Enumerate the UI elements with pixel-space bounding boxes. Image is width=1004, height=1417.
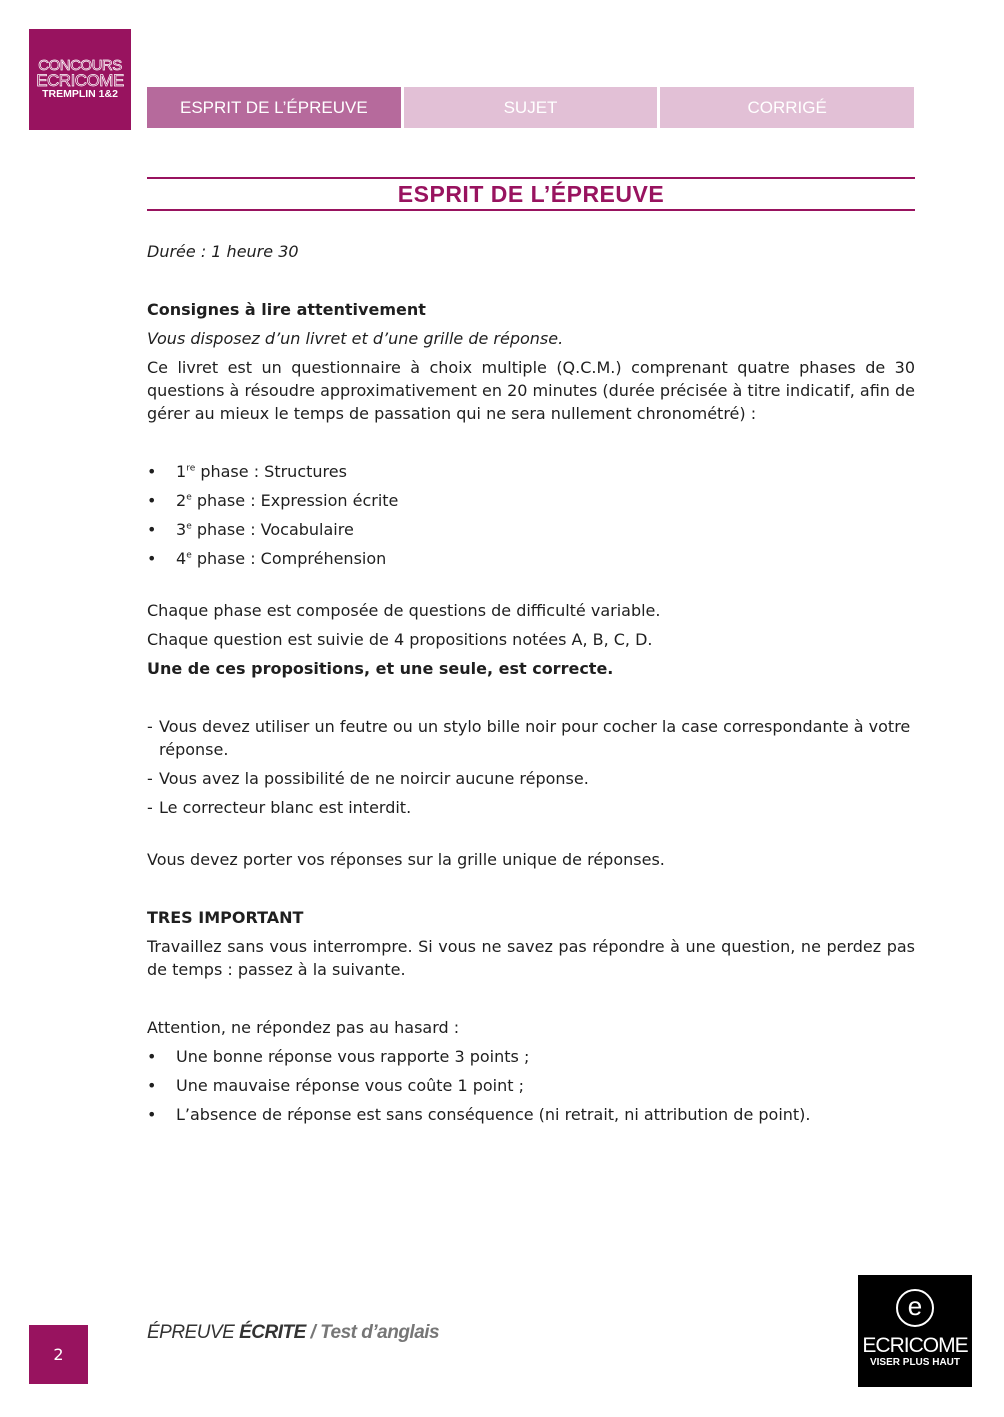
footer-ecrite: ÉCRITE [239,1322,306,1343]
phase-list [147,460,915,570]
main-content [147,240,915,1132]
phase-description: Chaque phase est composée de questions de difficulté variable. [147,601,661,620]
tab-esprit[interactable]: ESPRIT DE L’ÉPREUVE [147,87,401,128]
instructions-heading: Consignes à lire attentivement [147,300,426,319]
logo-line-tremplin: TREMPLIN 1&2 [42,88,118,100]
logo-line-concours: CONCOURS [38,57,122,74]
list-item: • 4e phase : Compréhension [147,547,915,570]
section-tabs [147,87,914,128]
brand-tagline: VISER PLUS HAUT [869,1357,960,1368]
list-item: • Une mauvaise réponse vous coûte 1 point ; [147,1074,915,1097]
footer-epreuve: ÉPREUVE [147,1322,240,1343]
brand-name: ECRICOME [862,1334,968,1357]
grid-note: Vous devez porter vos réponses sur la grille unique de réponses. [147,850,665,869]
list-item: - Vous devez utiliser un feutre ou un stylo bille noir pour cocher la case correspondante à votre réponse. [147,715,915,761]
page-title-band [147,177,915,211]
footer-test: Test d’anglais [320,1322,440,1343]
question-description: Chaque question est suivie de 4 propositions notées A, B, C, D. [147,630,653,649]
list-item: • Une bonne réponse vous rapporte 3 points ; [147,1045,915,1068]
footer-slash: / [305,1322,321,1343]
ecricome-logo [858,1275,972,1387]
concours-logo [29,29,131,130]
list-item: • 1re phase : Structures [147,460,915,483]
tab-sujet[interactable]: SUJET [404,87,658,128]
tab-corrige[interactable]: CORRIGÉ [660,87,914,128]
list-item: - Vous avez la possibilité de ne noircir aucune réponse. [147,767,915,790]
important-heading: TRES IMPORTANT [147,908,304,927]
footer-label [147,1322,439,1344]
e-logo-icon: e [896,1289,934,1327]
instructions-intro: Vous disposez d’un livret et d’une grille de réponse. [147,329,564,348]
list-item: • 2e phase : Expression écrite [147,489,915,512]
important-text: Travaillez sans vous interrompre. Si vous ne savez pas répondre à une question, ne perdez pas de temps : passez à la suivante. [147,937,915,979]
page-title: ESPRIT DE L’ÉPREUVE [397,180,665,207]
page-number: 2 [29,1325,88,1384]
scoring-list [147,1045,915,1126]
attention-text: Attention, ne répondez pas au hasard : [147,1018,460,1037]
list-item: - Le correcteur blanc est interdit. [147,796,915,819]
logo-line-ecricome: ECRICOME [36,71,124,90]
rules-list [147,715,915,819]
list-item: • 3e phase : Vocabulaire [147,518,915,541]
correct-answer-note: Une de ces propositions, et une seule, est correcte. [147,659,614,678]
duration-text: Durée : 1 heure 30 [147,242,299,261]
instructions-text: Ce livret est un questionnaire à choix multiple (Q.C.M.) comprenant quatre phases de 30 questions à résoudre approximativement en 20 minutes (durée précisée à titre indicatif, afin de gérer au mieux le temps de passation qui ne sera nullement chronométré) : [147,358,915,423]
list-item: • L’absence de réponse est sans conséquence (ni retrait, ni attribution de point). [147,1103,915,1126]
